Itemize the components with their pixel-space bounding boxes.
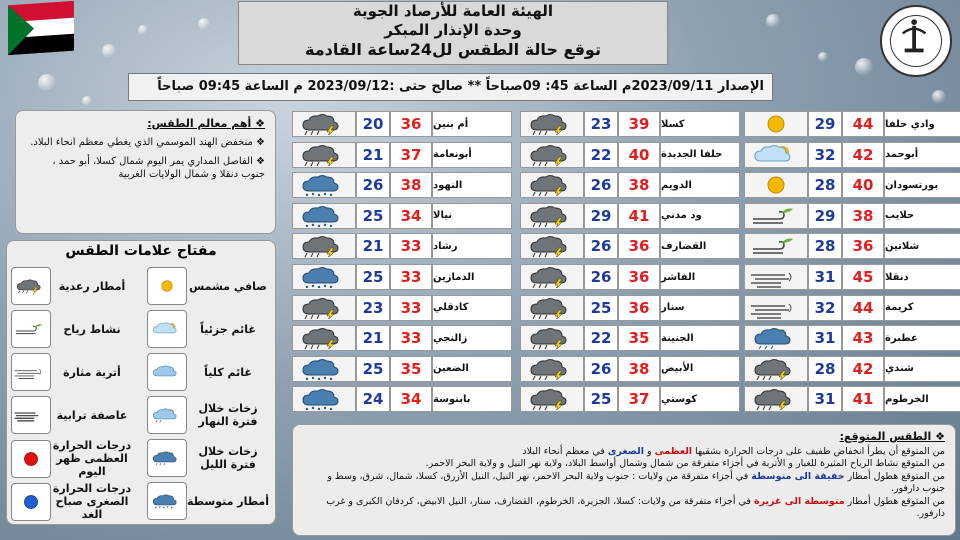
expected-line-4: من المتوقع هطول أمطار متوسطة الى غزيرة في أجزاء متفرقة من ولايات: كسلا، الجزيرة، الخرطوم، القضارف، سنار، النيل الابيض، كردفان الكبرى و غرب دارفور. xyxy=(326,495,945,519)
city-name: شندي xyxy=(884,356,960,382)
thunder-icon xyxy=(292,325,356,351)
issue-validity-bar: الإصدار 2023/09/11م الساعة 45: 09صباحاً ** صالح حتى :2023/09/12 م الساعة 09:45 صباحاً xyxy=(128,73,773,101)
thunder-icon xyxy=(520,264,584,290)
rain-icon xyxy=(147,482,187,520)
legend-item xyxy=(147,310,269,348)
max-temp: 44 xyxy=(842,295,884,321)
min-temp: 20 xyxy=(356,111,390,137)
expected-title-text: الطقس المتوقع: xyxy=(839,430,932,443)
max-temp: 40 xyxy=(618,142,660,168)
legend-label: غائم جزئياً xyxy=(200,322,256,336)
max-temp: 37 xyxy=(390,142,432,168)
forecast-row xyxy=(292,355,512,383)
city-name: دنقلا xyxy=(884,264,960,290)
max-temp: 39 xyxy=(618,111,660,137)
max-temp: 36 xyxy=(390,111,432,137)
thunder-icon xyxy=(744,386,808,412)
max-temp: 36 xyxy=(618,264,660,290)
night-showers-icon xyxy=(147,439,187,477)
max-temp: 35 xyxy=(618,325,660,351)
city-name: سنار xyxy=(660,295,740,321)
rain-icon xyxy=(292,356,356,382)
min-temp: 22 xyxy=(584,325,618,351)
max-temp: 38 xyxy=(390,172,432,198)
forecast-row xyxy=(744,385,960,413)
city-name: الخرطوم xyxy=(884,386,960,412)
city-name: كسلا xyxy=(660,111,740,137)
water-drop xyxy=(138,25,148,35)
features-text-2: الفاصل المداري يمر اليوم شمال كسلا، أبو حمد ، جنوب دنقلا و شمال الولايات الغربية xyxy=(52,156,265,180)
thunder-icon xyxy=(520,111,584,137)
city-name: القضارف xyxy=(660,233,740,259)
city-name: ود مدني xyxy=(660,203,740,229)
forecast-row xyxy=(520,202,740,230)
legend-label: زخات خلال فترة النهار xyxy=(198,402,258,428)
legend-label: أتربة مثارة xyxy=(63,365,121,379)
water-drop xyxy=(198,18,210,30)
max-temp: 34 xyxy=(390,386,432,412)
city-name: الدويم xyxy=(660,172,740,198)
city-name: حلايب xyxy=(884,203,960,229)
min-temp: 26 xyxy=(356,172,390,198)
legend-label: زخات خلال فترة الليل xyxy=(198,445,258,471)
forecast-row xyxy=(744,202,960,230)
min-temp: 26 xyxy=(584,233,618,259)
city-name: كادقلي xyxy=(432,295,512,321)
wind-icon xyxy=(744,203,808,229)
city-name: كوستي xyxy=(660,386,740,412)
max-temp: 40 xyxy=(842,172,884,198)
min-temp: 31 xyxy=(808,325,842,351)
thunder-icon xyxy=(292,295,356,321)
min-temp: 28 xyxy=(808,356,842,382)
city-name: الفاشر xyxy=(660,264,740,290)
thunder-icon xyxy=(292,142,356,168)
forecast-row xyxy=(744,141,960,169)
forecast-row xyxy=(520,324,740,352)
forecast-row xyxy=(744,263,960,291)
min-temp: 31 xyxy=(808,386,842,412)
legend-item xyxy=(11,482,133,521)
dust-icon xyxy=(744,264,808,290)
min-temp: 25 xyxy=(584,295,618,321)
forecast-row xyxy=(520,110,740,138)
dust-icon xyxy=(744,295,808,321)
cloudy-icon xyxy=(147,353,187,391)
max-temp: 41 xyxy=(618,203,660,229)
forecast-row xyxy=(520,263,740,291)
city-name: الضعين xyxy=(432,356,512,382)
legend-item xyxy=(147,439,269,477)
thunder-icon xyxy=(520,142,584,168)
max-temp: 44 xyxy=(842,111,884,137)
max-temp: 36 xyxy=(618,233,660,259)
max-temp: 34 xyxy=(390,203,432,229)
city-name: النهود xyxy=(432,172,512,198)
legend-item xyxy=(11,310,133,348)
city-name: أم بنين xyxy=(432,111,512,137)
min-temp: 26 xyxy=(584,172,618,198)
min-temp: 21 xyxy=(356,142,390,168)
expected-line-2: من المتوقع نشاط الرياح المثيرة للغبار و الأتربة في أجزاء متفرقة من شمال وشمال أواسط البلاد، ولاية نهر النيل و ولاية البحر الاحمر. xyxy=(425,458,945,469)
red-dot-icon xyxy=(11,440,51,478)
forecast-row xyxy=(744,171,960,199)
thunder-icon xyxy=(292,233,356,259)
min-temp: 29 xyxy=(808,203,842,229)
thunder-icon xyxy=(520,356,584,382)
water-drop xyxy=(932,90,946,104)
forecast-row xyxy=(292,324,512,352)
city-name: وادي حلفا xyxy=(884,111,960,137)
forecast-row xyxy=(744,294,960,322)
max-temp: 33 xyxy=(390,325,432,351)
max-temp: 33 xyxy=(390,295,432,321)
weather-features-panel xyxy=(15,110,276,234)
legend-label: غائم كلياً xyxy=(204,365,252,379)
water-drop xyxy=(82,96,92,106)
city-name: رشاد xyxy=(432,233,512,259)
max-temp: 42 xyxy=(842,356,884,382)
max-temp: 38 xyxy=(842,203,884,229)
wind-icon xyxy=(744,233,808,259)
thunder-icon xyxy=(11,267,51,305)
min-temp: 32 xyxy=(808,295,842,321)
thunder-icon xyxy=(520,295,584,321)
expected-title: ❖ الطقس المتوقع: xyxy=(839,430,945,443)
legend-label: نشاط رياح xyxy=(63,322,121,336)
forecast-row xyxy=(744,324,960,352)
forecast-row xyxy=(292,171,512,199)
header-title-3: توقع حالة الطقس لل24ساعة القادمة xyxy=(305,40,601,59)
forecast-row xyxy=(520,171,740,199)
rain-icon xyxy=(292,203,356,229)
header-box xyxy=(238,1,668,65)
city-name: زالنجي xyxy=(432,325,512,351)
forecast-row xyxy=(744,232,960,260)
features-title-text: أهم معالم الطقس: xyxy=(147,117,252,130)
expected-weather-panel xyxy=(292,424,956,536)
min-temp: 28 xyxy=(808,233,842,259)
features-text-1: منخفض الهند الموسمي الذي يغطي معظم انحاء البلاد. xyxy=(30,137,253,148)
city-name: الأبيض xyxy=(660,356,740,382)
city-name: بابنوسة xyxy=(432,386,512,412)
thunder-icon xyxy=(744,356,808,382)
wind-icon xyxy=(11,310,51,348)
min-temp: 32 xyxy=(808,142,842,168)
legend-item xyxy=(147,267,269,305)
legend-item xyxy=(11,396,133,434)
features-item-2: ❖ الفاصل المداري يمر اليوم شمال كسلا، أبو حمد ، جنوب دنقلا و شمال الولايات الغربية xyxy=(52,156,265,180)
thunder-icon xyxy=(520,172,584,198)
thunder-icon xyxy=(292,111,356,137)
max-temp: 33 xyxy=(390,264,432,290)
city-name: الدمازين xyxy=(432,264,512,290)
features-item-1: ❖ منخفض الهند الموسمي الذي يغطي معظم انحاء البلاد. xyxy=(30,137,265,148)
forecast-row xyxy=(292,141,512,169)
legend-item xyxy=(11,439,133,478)
expected-line-1: من المتوقع أن يطرأ انخفاض طفيف على درجات الحرارة بشقيها العظمى و الصغرى في معظم أنحاء البلاد xyxy=(522,445,945,457)
forecast-row xyxy=(292,385,512,413)
sunny-icon xyxy=(147,267,187,305)
blue-dot-icon xyxy=(11,483,51,521)
header-title-2: وحدة الإنذار المبكر xyxy=(384,21,522,39)
header-title-1: الهيئة العامة للأرصاد الجوية xyxy=(352,2,554,20)
min-temp: 29 xyxy=(584,203,618,229)
city-name: كريمة xyxy=(884,295,960,321)
forecast-row xyxy=(520,294,740,322)
legend-item xyxy=(147,353,269,391)
water-drop xyxy=(855,58,873,76)
city-name: الجنينة xyxy=(660,325,740,351)
forecast-row xyxy=(292,232,512,260)
max-temp: 35 xyxy=(390,356,432,382)
min-temp: 29 xyxy=(808,111,842,137)
max-temp: 36 xyxy=(618,295,660,321)
min-temp: 25 xyxy=(584,386,618,412)
rain-icon xyxy=(292,386,356,412)
legend-title: مفتاح علامات الطقس xyxy=(65,243,217,259)
rain-icon xyxy=(292,172,356,198)
legend-label: عاصفة ترابية xyxy=(56,408,128,422)
thunder-icon xyxy=(520,233,584,259)
partly-cloudy-icon xyxy=(147,310,187,348)
min-temp: 23 xyxy=(584,111,618,137)
min-temp: 31 xyxy=(808,264,842,290)
max-temp: 33 xyxy=(390,233,432,259)
forecast-row xyxy=(520,385,740,413)
min-temp: 21 xyxy=(356,325,390,351)
min-temp: 24 xyxy=(356,386,390,412)
city-name: أبونعامة xyxy=(432,142,512,168)
city-name: عطبرة xyxy=(884,325,960,351)
min-temp: 23 xyxy=(356,295,390,321)
features-title: ❖ أهم معالم الطقس: xyxy=(147,117,265,130)
sudan-flag-icon xyxy=(8,1,74,56)
max-temp: 36 xyxy=(842,233,884,259)
forecast-row xyxy=(292,202,512,230)
legend-label: أمطار متوسطة xyxy=(187,494,269,508)
water-drop xyxy=(102,44,116,58)
forecast-row xyxy=(292,263,512,291)
thunder-icon xyxy=(520,203,584,229)
legend-label: درجات الحرارة العظمى ظهر اليوم xyxy=(52,439,132,478)
max-temp: 38 xyxy=(618,356,660,382)
duststorm-icon xyxy=(11,396,51,434)
legend-item xyxy=(147,482,269,520)
legend-item xyxy=(147,396,269,434)
city-name: حلفا الجديدة xyxy=(660,142,740,168)
forecast-row xyxy=(520,232,740,260)
max-temp: 38 xyxy=(618,172,660,198)
expected-line-3: من المتوقع هطول أمطار خفيفة الى متوسطة في أجزاء متفرقة من ولايات : جنوب ولاية البحر الاحمر، نهر النيل، النيل الأزرق، كسلا، شمال، شرق، وسط و جنوب دارفور. xyxy=(327,470,945,494)
min-temp: 25 xyxy=(356,203,390,229)
min-temp: 22 xyxy=(584,142,618,168)
city-name: شلاتين xyxy=(884,233,960,259)
forecast-row xyxy=(292,294,512,322)
sunny-icon xyxy=(744,111,808,137)
legend-item xyxy=(11,353,133,391)
min-temp: 21 xyxy=(356,233,390,259)
legend-panel xyxy=(6,240,276,525)
min-temp: 25 xyxy=(356,356,390,382)
dust-icon xyxy=(11,353,51,391)
forecast-row xyxy=(292,110,512,138)
rain-icon xyxy=(292,264,356,290)
forecast-row xyxy=(520,141,740,169)
sunny-icon xyxy=(744,172,808,198)
min-temp: 28 xyxy=(808,172,842,198)
max-temp: 41 xyxy=(842,386,884,412)
legend-label: أمطار رعدية xyxy=(58,279,126,293)
meteorological-authority-logo xyxy=(880,5,952,77)
legend-label: صافي مشمس xyxy=(189,279,267,293)
forecast-row xyxy=(744,355,960,383)
city-name: أبوحمد xyxy=(884,142,960,168)
legend-label: درجات الحرارة الصغرى صباح الغد xyxy=(52,482,132,521)
city-name: نيالا xyxy=(432,203,512,229)
forecast-row xyxy=(744,110,960,138)
water-drop xyxy=(818,52,828,62)
max-temp: 37 xyxy=(618,386,660,412)
max-temp: 45 xyxy=(842,264,884,290)
min-temp: 26 xyxy=(584,356,618,382)
max-temp: 43 xyxy=(842,325,884,351)
min-temp: 26 xyxy=(584,264,618,290)
city-name: بورتسودان xyxy=(884,172,960,198)
max-temp: 42 xyxy=(842,142,884,168)
legend-item xyxy=(11,267,133,305)
partly-cloudy-icon xyxy=(744,142,808,168)
night-showers-icon xyxy=(744,325,808,351)
water-drop xyxy=(38,74,56,92)
thunder-icon xyxy=(520,386,584,412)
day-showers-icon xyxy=(147,396,187,434)
thunder-icon xyxy=(520,325,584,351)
water-drop xyxy=(766,14,780,28)
min-temp: 25 xyxy=(356,264,390,290)
forecast-row xyxy=(520,355,740,383)
